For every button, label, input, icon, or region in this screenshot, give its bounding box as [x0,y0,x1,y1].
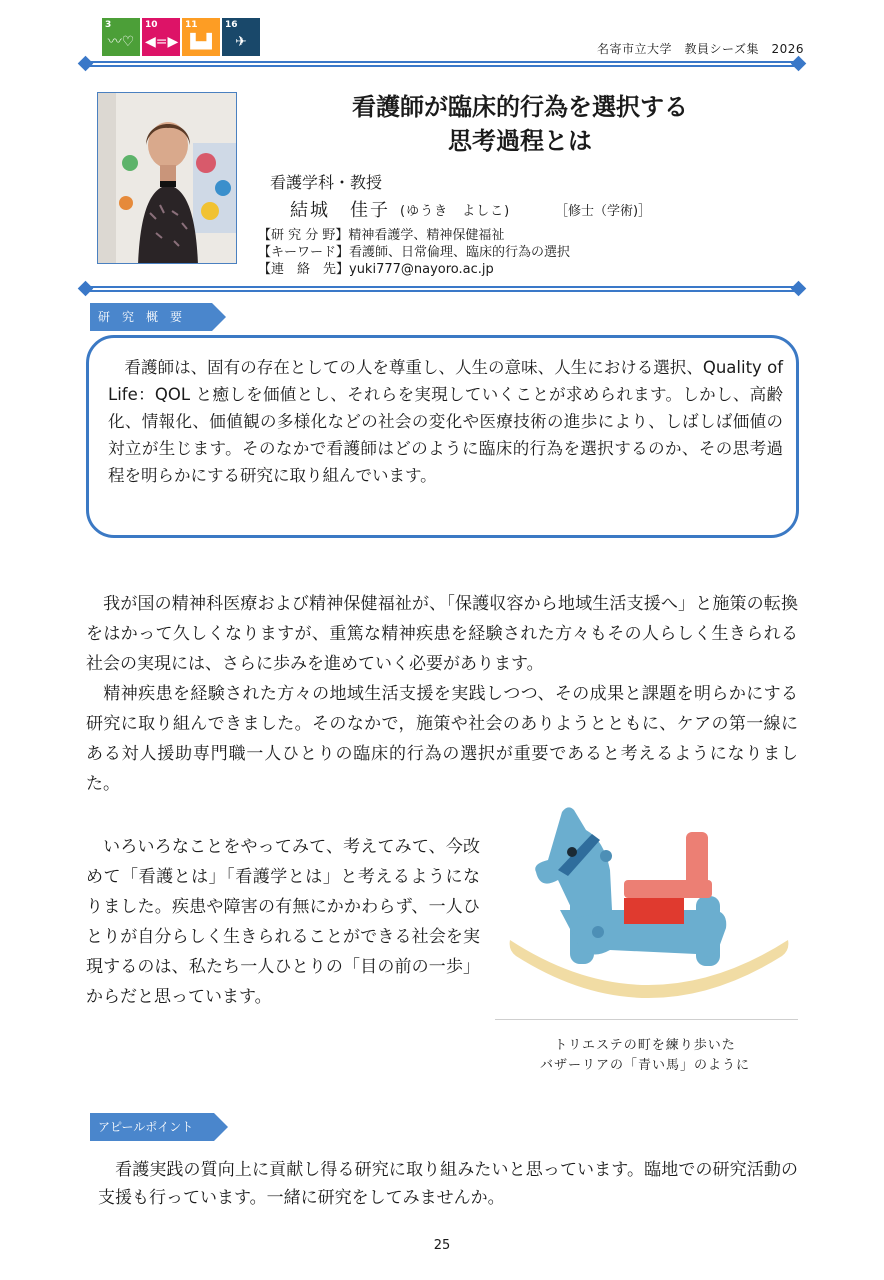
researcher-name: 結城 佳子 [290,200,390,221]
equality-icon: ◀=▶ [145,34,179,50]
title-line-1: 看護師が臨床的行為を選択する [352,93,688,121]
paragraph-1: 我が国の精神科医療および精神保健福祉が、「保護収容から地域生活支援へ」と施策の転換をはかって久しくなりますが、重篤な精神疾患を経験された方々もその人らしく生きられる社会の実現には、さらに歩みを進めていく必要があります。 [86,594,798,674]
degree: ［修士（学術)］ [555,204,652,219]
rocking-horse-illustration [500,800,796,1010]
department: 看護学科・教授 [270,173,383,192]
dove-gavel-icon: ✈ [235,34,247,50]
sdg-11-badge [182,18,220,56]
sdg-3-badge [102,18,140,56]
tag-overview: 研 究 概 要 [90,303,212,331]
paragraph-3: いろいろなことをやってみて、考えてみて、今改めて「看護とは」「看護学とは」と考えるようになりました。疾患や障害の有無にかかわらず、一人ひとりが自分らしく生きられることができる社会を実現するのは、私たち一人ひとりの「目の前の一歩」からだと思っています。 [86,837,480,1007]
caption-rule [495,1019,798,1020]
field-contact[interactable]: 【連 絡 先】yuki777@nayoro.ac.jp [258,262,494,277]
sdg-number: 16 [225,20,238,30]
summary-text: 看護師は、固有の存在としての人を尊重し、人生の意味、人生における選択、Quality of Life：QOL と癒しを価値とし、それらを実現していくことが求められます。しかし、高齢化、情報化、価値観の多様化などの社会の変化や医療技術の進歩により、しばしば価値の対立が生じます。そのなかで看護師はどのように臨床的行為を選択するのか、その思考過程を明らかにする研究に取り組んでいます。 [108,358,783,485]
sdg-16-badge [222,18,260,56]
field-keywords: 【キーワード】看護師、日常倫理、臨床的行為の選択 [258,245,571,260]
sdg-10-badge [142,18,180,56]
profile-divider [78,283,806,295]
name-reading: (ゆうき よしこ) [400,204,511,219]
appeal-text: 看護実践の質向上に貢献し得る研究に取り組みたいと思っています。臨地での研究活動の支援も行っています。一緒に研究をしてみませんか。 [98,1160,798,1208]
city-icon: ▙▟ [190,34,212,50]
title-line-2: 思考過程とは [448,127,592,155]
page-number: 25 [433,1238,451,1253]
caption-line-2: バザーリアの「青い馬」のように [539,1058,750,1073]
tag-appeal-point: アピールポイント [90,1113,214,1141]
sdg-number: 10 [145,20,158,30]
field-research-area: 【研 究 分 野】精神看護学、精神保健福祉 [258,228,505,243]
header-publication: 名寄市立大学 教員シーズ集 2026 [597,42,804,56]
sdg-number: 3 [105,20,112,30]
top-divider [78,58,806,70]
profile-photo [97,92,237,264]
paragraph-2: 精神疾患を経験された方々の地域生活支援を実践しつつ、その成果と課題を明らかにする研究に取り組んできました。そのなかで，施策や社会のありようとともに、ケアの第一線にある対人援助専門職一人ひとりの臨床的行為の選択が重要であると考えるようになりました。 [86,684,798,794]
heartbeat-icon: 〰♡ [107,34,135,50]
caption-line-1: トリエステの町を練り歩いた [554,1038,736,1053]
sdg-number: 11 [185,20,198,30]
